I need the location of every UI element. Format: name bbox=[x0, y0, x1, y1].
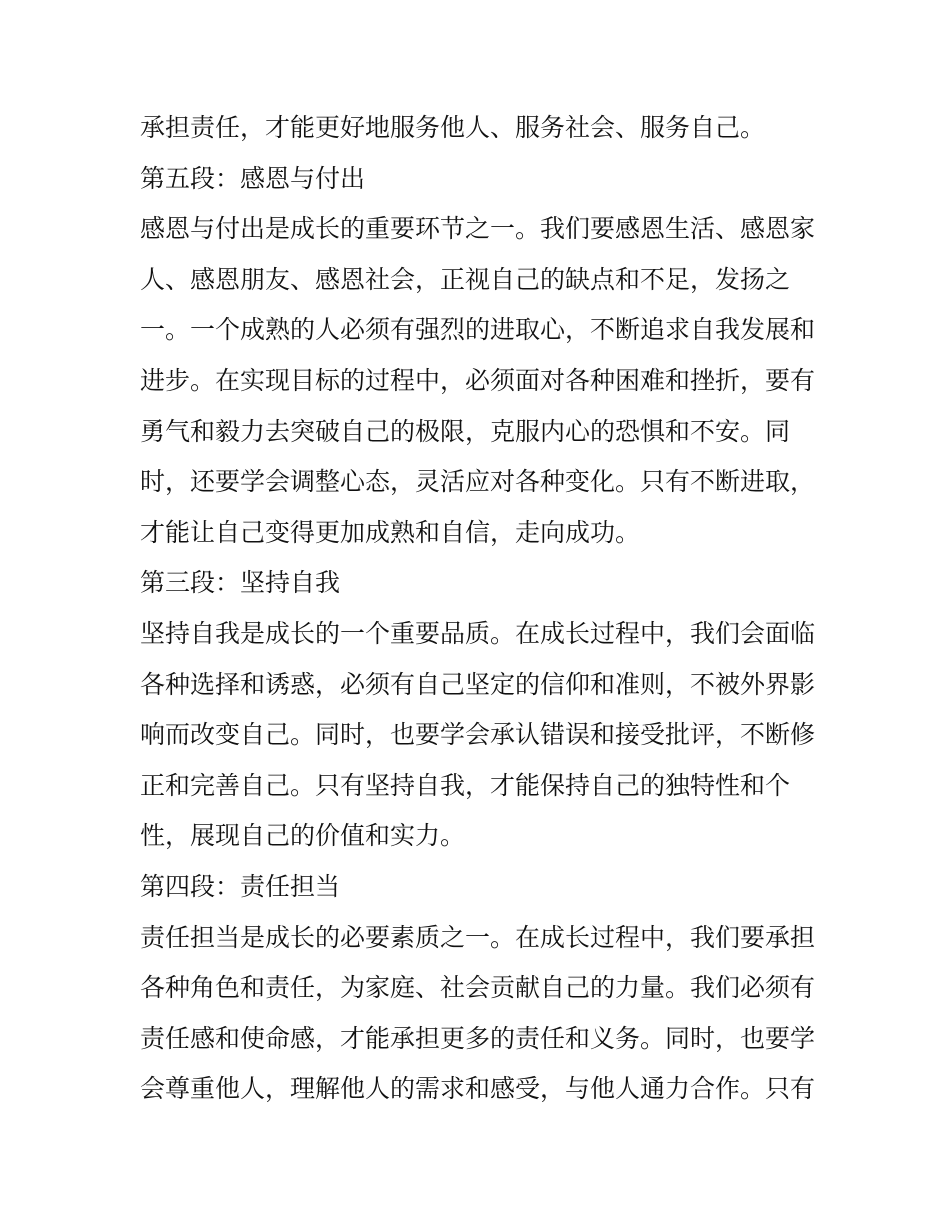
text-line: 响而改变自己。同时，也要学会承认错误和接受批评，不断修 bbox=[140, 720, 816, 750]
text-line: 感恩与付出是成长的重要环节之一。我们要感恩生活、感恩家 bbox=[140, 214, 816, 244]
text-line: 一。一个成熟的人必须有强烈的进取心，不断追求自我发展和 bbox=[140, 315, 816, 345]
text-line: 正和完善自己。只有坚持自我，才能保持自己的独特性和个 bbox=[140, 770, 791, 800]
text-line: 人、感恩朋友、感恩社会，正视自己的缺点和不足，发扬之 bbox=[140, 264, 791, 294]
section-heading-5: 第五段：感恩与付出 bbox=[140, 163, 366, 193]
text-line: 勇气和毅力去突破自己的极限，克服内心的恐惧和不安。同 bbox=[140, 416, 791, 446]
text-line: 各种角色和责任，为家庭、社会贡献自己的力量。我们必须有 bbox=[140, 973, 816, 1003]
text-line: 时，还要学会调整心态，灵活应对各种变化。只有不断进取， bbox=[140, 467, 816, 497]
text-line: 性，展现自己的价值和实力。 bbox=[140, 821, 466, 851]
text-line: 坚持自我是成长的一个重要品质。在成长过程中，我们会面临 bbox=[140, 618, 816, 648]
text-line: 责任感和使命感，才能承担更多的责任和义务。同时，也要学 bbox=[140, 1023, 816, 1053]
text-line: 会尊重他人，理解他人的需求和感受，与他人通力合作。只有 bbox=[140, 1074, 816, 1104]
text-line: 责任担当是成长的必要素质之一。在成长过程中，我们要承担 bbox=[140, 922, 816, 952]
text-line: 各种选择和诱惑，必须有自己坚定的信仰和准则，不被外界影 bbox=[140, 669, 816, 699]
text-line: 才能让自己变得更加成熟和自信，走向成功。 bbox=[140, 517, 641, 547]
section-heading-3: 第三段：坚持自我 bbox=[140, 568, 341, 598]
section-heading-4: 第四段：责任担当 bbox=[140, 871, 341, 901]
text-line: 承担责任，才能更好地服务他人、服务社会、服务自己。 bbox=[140, 113, 766, 142]
document-body bbox=[140, 103, 820, 1115]
text-line: 进步。在实现目标的过程中，必须面对各种困难和挫折，要有 bbox=[140, 365, 816, 395]
